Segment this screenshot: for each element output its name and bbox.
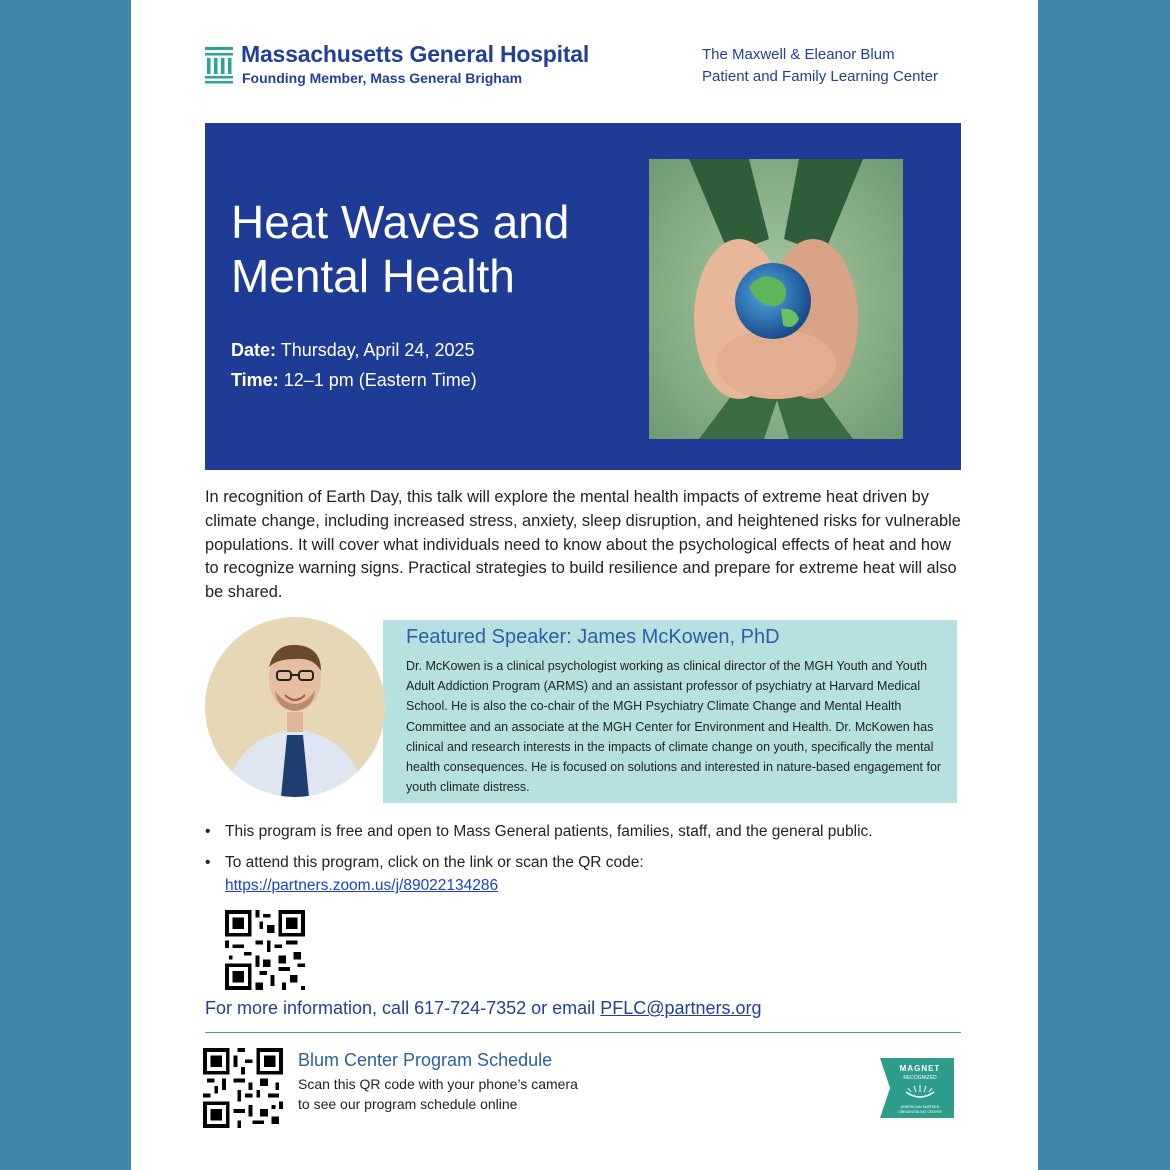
hospital-subtitle: Founding Member, Mass General Brigham (242, 70, 523, 86)
hospital-name: Massachusetts General Hospital (241, 41, 590, 67)
event-time (231, 365, 477, 395)
event-date (231, 335, 477, 365)
schedule-title: Blum Center Program Schedule (298, 1050, 553, 1070)
zoom-qr-code[interactable] (225, 910, 305, 990)
schedule-instruction-line2: to see our program schedule online (298, 1096, 518, 1112)
schedule-qr-code[interactable] (203, 1048, 283, 1128)
list-item-text: This program is free and open to Mass General patients, families, staff, and the general public. (225, 823, 873, 840)
event-banner (205, 123, 961, 470)
list-item: • To attend this program, click on the link or scan the QR code: (205, 854, 644, 871)
magnet-recognized-badge (878, 1056, 956, 1120)
learning-center-line2: Patient and Family Learning Center (702, 68, 938, 85)
time-label: Time: (231, 370, 279, 390)
badge-line3: AMERICAN NURSES (900, 1104, 940, 1109)
contact-email-link[interactable]: PFLC@partners.org (600, 998, 762, 1018)
schedule-instruction-line1: Scan this QR code with your phone’s camera (298, 1076, 578, 1092)
list-item-text: To attend this program, click on the link or scan the QR code: (225, 854, 644, 871)
date-label: Date: (231, 340, 277, 360)
badge-line1: MAGNET (899, 1064, 941, 1073)
contact-info (205, 998, 762, 1019)
zoom-link[interactable]: https://partners.zoom.us/j/89022134286 (225, 877, 499, 894)
speaker-photo (205, 617, 385, 797)
learning-center-name (702, 44, 938, 88)
contact-text: For more information, call 617-724-7352 or email (205, 998, 601, 1018)
date-value: Thursday, April 24, 2025 (280, 340, 475, 360)
event-description: In recognition of Earth Day, this talk will explore the mental health impacts of extreme heat driven by climate change, including increased stress, anxiety, sleep disruption, and heightened risks for vulnerable populations. It will cover what individuals need to know about the psychological effects of heat and how to recognize warning signs. Practical strategies to build resilience and prepare for extreme heat will also be shared. (205, 488, 961, 602)
flyer-page (131, 0, 1038, 1170)
hands-holding-globe-image (649, 159, 903, 439)
hospital-columns-icon (205, 44, 233, 84)
badge-line4: CREDENTIALING CENTER (898, 1110, 942, 1114)
time-value: 12–1 pm (Eastern Time) (283, 370, 477, 390)
speaker-bio: Dr. McKowen is a clinical psychologist working as clinical director of the MGH Youth and Youth Adult Addiction Program (ARMS) and an assistant professor of psychiatry at Harvard Medical School. He is also the co-chair of the MGH Psychiatry Climate Change and Mental Health Committee and an associate at the MGH Center for Environment and Health. Dr. McKowen has clinical and research interests in the impacts of climate change on youth, specifically the mental health consequences. He is focused on solutions and interested in nature-based engagement for youth climate distress. (406, 659, 942, 795)
speaker-title: Featured Speaker: James McKowen, PhD (406, 626, 780, 648)
learning-center-line1: The Maxwell & Eleanor Blum (702, 46, 895, 63)
event-title (231, 195, 569, 303)
footer-divider (205, 1032, 961, 1033)
event-title-line2: Mental Health (231, 250, 515, 302)
list-item: • This program is free and open to Mass General patients, families, staff, and the general public. (205, 823, 873, 840)
event-meta (231, 335, 477, 395)
event-title-line1: Heat Waves and (231, 196, 570, 248)
info-list (205, 820, 965, 875)
badge-line2: RECOGNIZED (903, 1075, 937, 1081)
